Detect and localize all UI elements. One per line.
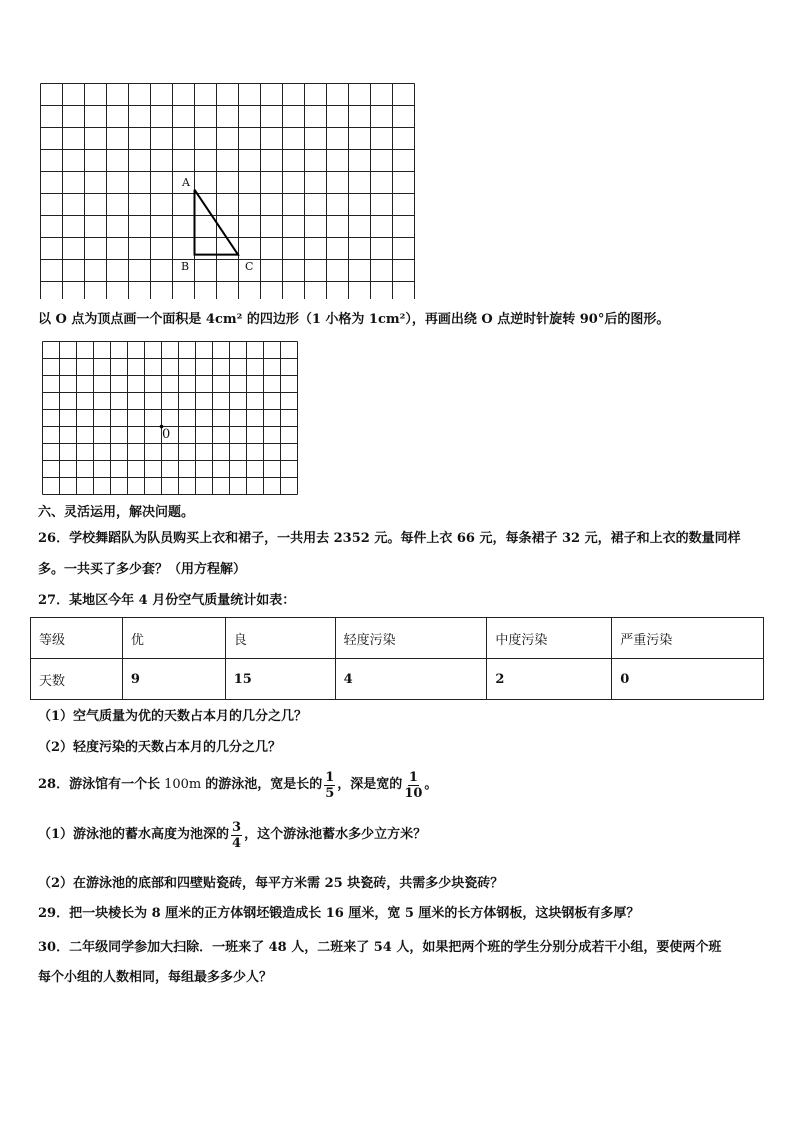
rotation-grid bbox=[42, 341, 300, 497]
section-title: 六、灵活运用，解决问题。 bbox=[38, 505, 195, 520]
fraction-three-quarters bbox=[231, 820, 242, 851]
question-28-part2: 的游泳池，宽是长的 bbox=[205, 777, 323, 792]
table-cell: 轻度污染 bbox=[335, 618, 487, 659]
question-25-text: 以 O 点为顶点画一个面积是 4cm² 的四边形（1 小格为 1cm²），再画出绕 O 点逆时针旋转 90°后的图形。 bbox=[38, 312, 670, 327]
question-25 bbox=[38, 310, 669, 330]
table-cell: 严重污染 bbox=[612, 618, 764, 659]
fraction-denominator: 10 bbox=[404, 785, 423, 801]
pool-length: 100m bbox=[164, 777, 202, 792]
question-30-line2: 每个小组的人数相同，每组最多多少人？ bbox=[38, 970, 273, 985]
question-28-sub1-a: （1）游泳池的蓄水高度为池深的 bbox=[38, 827, 230, 842]
table-cell: 良 bbox=[225, 618, 335, 659]
question-27-intro: 27．某地区今年 4 月份空气质量统计如表： bbox=[38, 593, 296, 608]
question-28-part4: 。 bbox=[424, 777, 438, 792]
table-cell: 4 bbox=[335, 659, 487, 700]
table-header-row bbox=[31, 618, 764, 659]
table-cell: 2 bbox=[487, 659, 612, 700]
fraction-numerator: 3 bbox=[232, 819, 242, 835]
question-26-line2: 多。一共买了多少套？（用方程解） bbox=[38, 562, 247, 577]
fraction-denominator: 4 bbox=[232, 835, 242, 851]
air-quality-table bbox=[30, 617, 764, 700]
question-26-line1: 26．学校舞蹈队为队员购买上衣和裙子，一共用去 2352 元。每件上衣 66 元，每条裙子 32 元，裙子和上衣的数量同样 bbox=[38, 531, 741, 546]
question-28-sub1 bbox=[38, 818, 426, 852]
question-27-sub2: （2）轻度污染的天数占本月的几分之几？ bbox=[38, 740, 282, 755]
table-row bbox=[31, 659, 764, 700]
fraction-numerator: 1 bbox=[408, 769, 418, 785]
question-29: 29．把一块棱长为 8 厘米的正方体钢坯锻造成长 16 厘米，宽 5 厘米的长方体钢板，这块钢板有多厚？ bbox=[38, 906, 640, 921]
question-30-line1: 30．二年级同学参加大扫除．一班来了 48 人，二班来了 54 人，如果把两个班的学生分别分成若干小组，要使两个班 bbox=[38, 940, 722, 955]
point-c-label: C bbox=[245, 260, 254, 273]
question-28 bbox=[38, 768, 437, 802]
question-27-sub1: （1）空气质量为优的天数占本月的几分之几？ bbox=[38, 709, 308, 724]
grid-lines bbox=[40, 83, 420, 299]
fraction-numerator: 1 bbox=[325, 769, 335, 785]
grid-lines bbox=[42, 341, 300, 497]
table-cell: 0 bbox=[612, 659, 764, 700]
question-28-sub1-b: ，这个游泳池蓄水多少立方米？ bbox=[244, 827, 427, 842]
fraction-denominator: 5 bbox=[325, 785, 335, 801]
table-cell: 等级 bbox=[31, 618, 123, 659]
table-cell: 天数 bbox=[31, 659, 123, 700]
question-28-part1: 28．游泳馆有一个长 bbox=[38, 777, 161, 792]
fraction-one-tenth bbox=[404, 770, 422, 801]
fraction-one-fifth bbox=[324, 770, 335, 801]
question-28-part3: ，深是宽的 bbox=[337, 777, 403, 792]
table-cell: 中度污染 bbox=[487, 618, 612, 659]
point-a-label: A bbox=[182, 176, 190, 189]
triangle-grid bbox=[40, 83, 420, 299]
question-28-sub2: （2）在游泳池的底部和四壁贴瓷砖，每平方米需 25 块瓷砖，共需多少块瓷砖？ bbox=[38, 876, 504, 891]
table-cell: 9 bbox=[122, 659, 225, 700]
point-b-label: B bbox=[181, 260, 190, 273]
table-cell: 优 bbox=[122, 618, 225, 659]
point-o-label: 0 bbox=[162, 427, 171, 442]
table-cell: 15 bbox=[225, 659, 335, 700]
